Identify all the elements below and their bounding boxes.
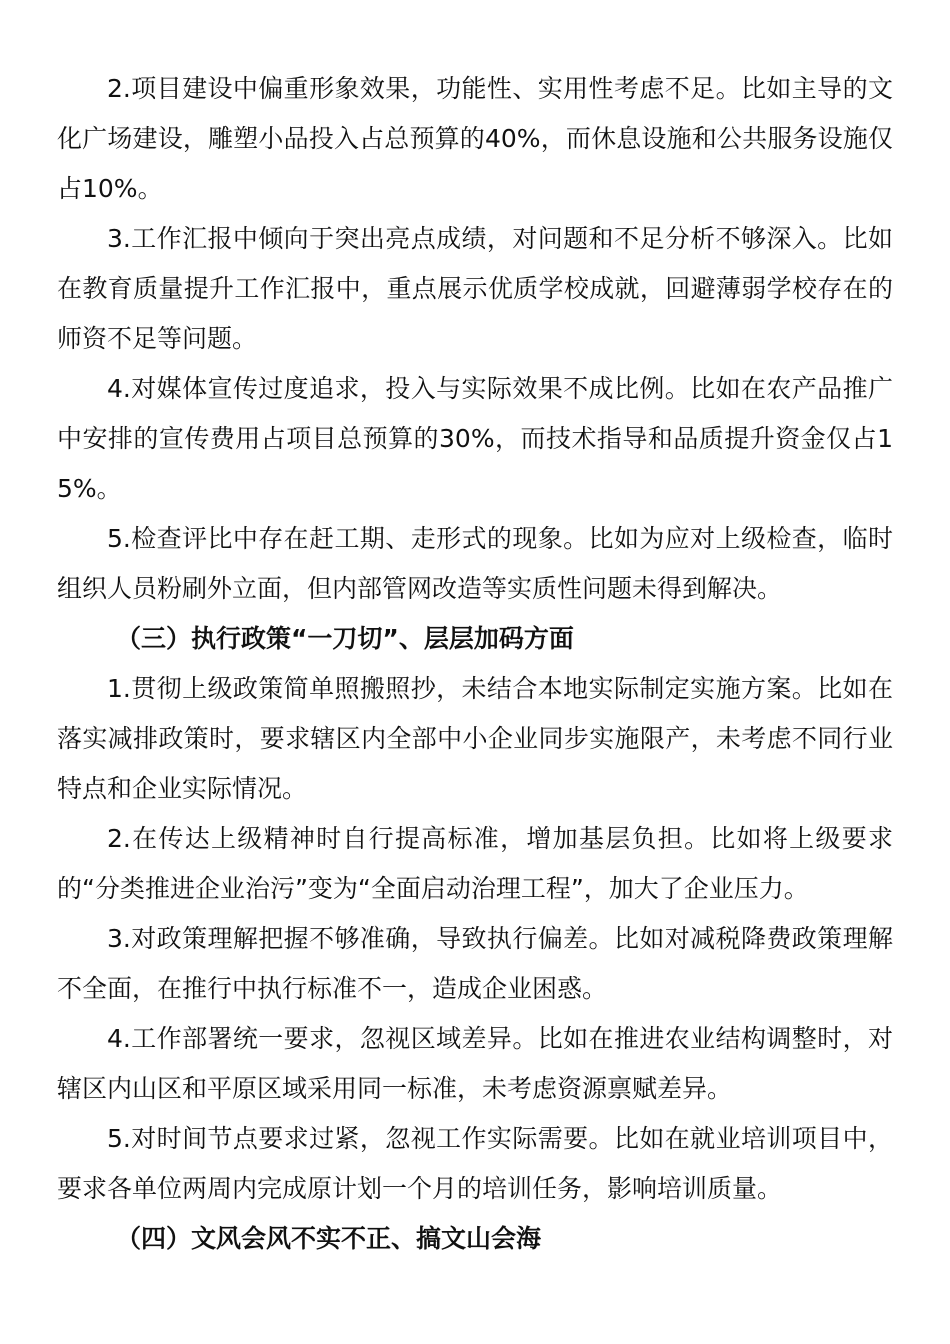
paragraph-3-4: 4.工作部署统一要求，忽视区域差异。比如在推进农业结构调整时，对辖区内山区和平原区域采用同一标准，未考虑资源禀赋差异。: [57, 1024, 893, 1103]
paragraph-2-3: 3.工作汇报中倾向于突出亮点成绩，对问题和不足分析不够深入。比如在教育质量提升工作汇报中，重点展示优质学校成就，回避薄弱学校存在的师资不足等问题。: [57, 224, 893, 353]
paragraph-3-1: 1.贯彻上级政策简单照搬照抄，未结合本地实际制定实施方案。比如在落实减排政策时，要求辖区内全部中小企业同步实施限产，未考虑不同行业特点和企业实际情况。: [57, 674, 893, 803]
paragraph-3-2: 2.在传达上级精神时自行提高标准，增加基层负担。比如将上级要求的“分类推进企业治污”变为“全面启动治理工程”，加大了企业压力。: [57, 824, 893, 903]
paragraph-2-2: 2.项目建设中偏重形象效果，功能性、实用性考虑不足。比如主导的文化广场建设，雕塑小品投入占总预算的40%，而休息设施和公共服务设施仅占10%。: [57, 74, 893, 203]
document-body: [57, 64, 893, 1264]
section-four-heading: （四）文风会风不实不正、搞文山会海: [116, 1224, 542, 1253]
paragraph-3-3: 3.对政策理解把握不够准确，导致执行偏差。比如对减税降费政策理解不全面，在推行中执行标准不一，造成企业困惑。: [57, 924, 893, 1003]
section-three-heading: （三）执行政策“一刀切”、层层加码方面: [116, 624, 574, 653]
paragraph-2-4: 4.对媒体宣传过度追求，投入与实际效果不成比例。比如在农产品推广中安排的宣传费用占项目总预算的30%，而技术指导和品质提升资金仅占15%。: [57, 374, 893, 503]
paragraph-3-5: 5.对时间节点要求过紧，忽视工作实际需要。比如在就业培训项目中，要求各单位两周内完成原计划一个月的培训任务，影响培训质量。: [57, 1124, 893, 1203]
paragraph-2-5: 5.检查评比中存在赶工期、走形式的现象。比如为应对上级检查，临时组织人员粉刷外立面，但内部管网改造等实质性问题未得到解决。: [57, 524, 893, 603]
